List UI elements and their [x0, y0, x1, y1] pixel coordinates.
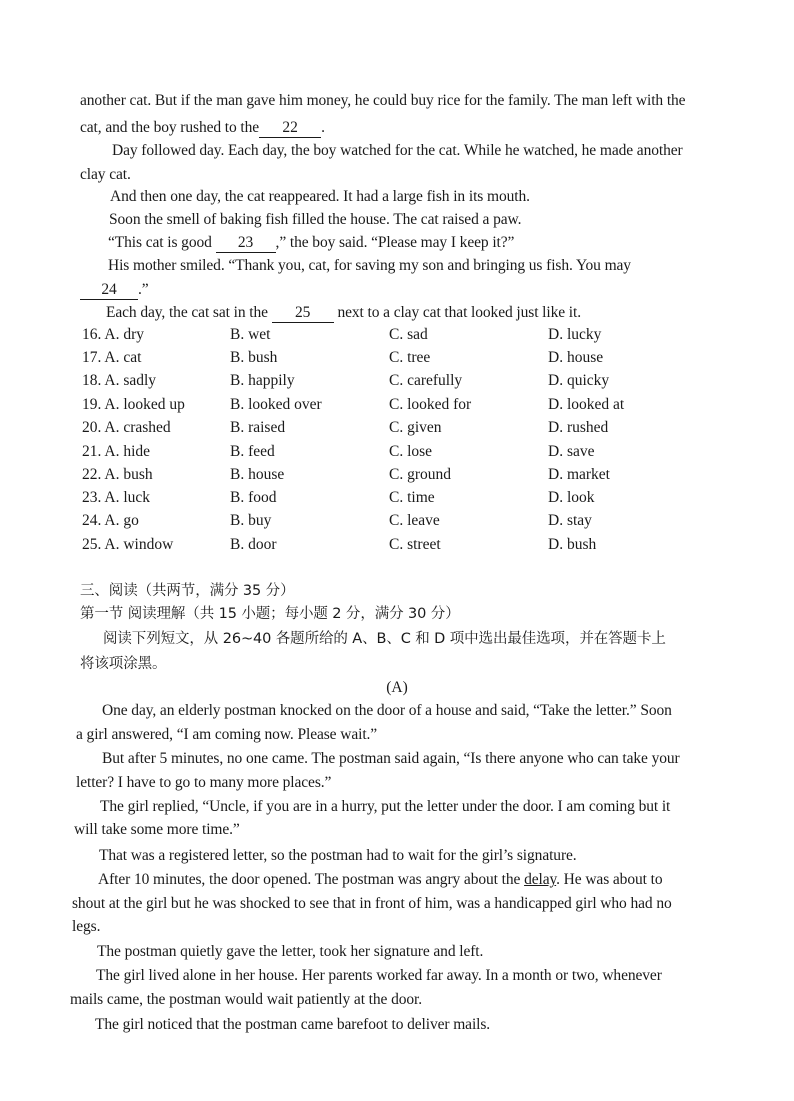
option-d: D. quicky: [548, 372, 610, 389]
instructions-line: 阅读下列短文，从 26~40 各题所给的 A、B、C 和 D 项中选出最佳选项，并在答题卡上: [103, 631, 666, 647]
option-b: B. food: [230, 489, 277, 506]
passage-line: clay cat.: [80, 166, 131, 183]
passage-text: ,” the boy said. “Please may I keep it?”: [275, 234, 515, 251]
passage-line: [98, 870, 662, 890]
option-c: C. carefully: [389, 372, 463, 389]
passage-text: Each day, the cat sat in the: [106, 304, 268, 321]
question-row: [82, 441, 722, 463]
option-b: B. buy: [230, 512, 272, 529]
passage-text: .”: [138, 281, 149, 298]
passage-line: a girl answered, “I am coming now. Please wait.”: [76, 726, 378, 743]
option-b: B. bush: [230, 349, 278, 366]
passage-label: (A): [386, 679, 408, 696]
question-row: [82, 417, 722, 439]
instructions-line: 将该项涂黑。: [80, 656, 167, 672]
section-heading: 三、阅读（共两节，满分 35 分）: [80, 583, 295, 599]
option-a: 17. A. cat: [82, 349, 142, 366]
passage-line: legs.: [72, 918, 101, 935]
option-b: B. wet: [230, 326, 271, 343]
passage-line: [106, 303, 581, 323]
passage-text: “This cat is good: [108, 234, 212, 251]
option-c: C. sad: [389, 326, 428, 343]
option-a: 23. A. luck: [82, 489, 151, 506]
passage-line: His mother smiled. “Thank you, cat, for saving my son and bringing us fish. You may: [108, 257, 631, 274]
passage-line: The girl noticed that the postman came barefoot to deliver mails.: [95, 1016, 491, 1033]
passage-line: Soon the smell of baking fish filled the house. The cat raised a paw.: [109, 211, 522, 228]
passage-text: cat, and the boy rushed to the: [80, 119, 260, 136]
option-a: 18. A. sadly: [82, 372, 157, 389]
question-row: [82, 534, 722, 556]
passage-line: [80, 118, 325, 138]
blank-25: 25: [272, 304, 334, 323]
passage-line: One day, an elderly postman knocked on the door of a house and said, “Take the letter.” Soon: [102, 702, 672, 719]
option-d: D. bush: [548, 536, 597, 553]
option-a: 24. A. go: [82, 512, 139, 529]
option-a: 25. A. window: [82, 536, 174, 553]
passage-line: The girl replied, “Uncle, if you are in a hurry, put the letter under the door. I am coming but it: [100, 798, 671, 815]
option-a: 16. A. dry: [82, 326, 144, 343]
underlined-word: delay: [524, 871, 557, 888]
passage-line: letter? I have to go to many more places.”: [76, 774, 332, 791]
passage-line: But after 5 minutes, no one came. The postman said again, “Is there anyone who can take your: [102, 750, 680, 767]
option-c: C. tree: [389, 349, 431, 366]
passage-line: mails came, the postman would wait patiently at the door.: [70, 991, 423, 1008]
passage-line: will take some more time.”: [74, 821, 240, 838]
passage-text: .: [321, 119, 325, 136]
passage-line: Day followed day. Each day, the boy watched for the cat. While he watched, he made another: [112, 142, 683, 159]
passage-line: another cat. But if the man gave him money, he could buy rice for the family. The man left with the: [80, 92, 686, 109]
question-row: [82, 464, 722, 486]
option-d: D. looked at: [548, 396, 625, 413]
option-d: D. house: [548, 349, 604, 366]
passage-line: The postman quietly gave the letter, took her signature and left.: [97, 943, 484, 960]
passage-line: The girl lived alone in her house. Her parents worked far away. In a month or two, whenever: [96, 967, 662, 984]
option-a: 19. A. looked up: [82, 396, 185, 413]
option-a: 22. A. bush: [82, 466, 153, 483]
passage-line: [108, 233, 514, 253]
question-row: [82, 370, 722, 392]
blank-23: 23: [216, 234, 276, 253]
passage-line: [80, 280, 149, 300]
option-c: C. leave: [389, 512, 440, 529]
section-sub-heading: 第一节 阅读理解（共 15 小题；每小题 2 分，满分 30 分）: [80, 606, 460, 622]
option-c: C. looked for: [389, 396, 472, 413]
passage-text: next to a clay cat that looked just like it.: [337, 304, 581, 321]
question-row: [82, 487, 722, 509]
option-a: 20. A. crashed: [82, 419, 171, 436]
option-b: B. raised: [230, 419, 286, 436]
passage-line: shout at the girl but he was shocked to see that in front of him, was a handicapped girl who had no: [72, 895, 672, 912]
question-row: [82, 324, 722, 346]
question-row: [82, 510, 722, 532]
option-c: C. time: [389, 489, 435, 506]
passage-text: . He was about to: [556, 871, 663, 888]
option-c: C. lose: [389, 443, 433, 460]
passage-text: After 10 minutes, the door opened. The postman was angry about the: [98, 871, 521, 888]
option-b: B. looked over: [230, 396, 322, 413]
option-a: 21. A. hide: [82, 443, 151, 460]
option-c: C. given: [389, 419, 442, 436]
option-d: D. lucky: [548, 326, 602, 343]
option-d: D. look: [548, 489, 595, 506]
option-d: D. market: [548, 466, 610, 483]
option-b: B. feed: [230, 443, 275, 460]
question-row: [82, 394, 722, 416]
passage-line: And then one day, the cat reappeared. It had a large fish in its mouth.: [110, 188, 530, 205]
option-b: B. happily: [230, 372, 295, 389]
option-d: D. rushed: [548, 419, 609, 436]
question-row: [82, 347, 722, 369]
blank-24: 24: [80, 281, 138, 300]
option-b: B. house: [230, 466, 285, 483]
passage-line: That was a registered letter, so the postman had to wait for the girl’s signature.: [99, 847, 577, 864]
option-c: C. street: [389, 536, 441, 553]
blank-22: 22: [259, 119, 321, 138]
option-d: D. stay: [548, 512, 592, 529]
option-d: D. save: [548, 443, 595, 460]
option-b: B. door: [230, 536, 277, 553]
option-c: C. ground: [389, 466, 451, 483]
